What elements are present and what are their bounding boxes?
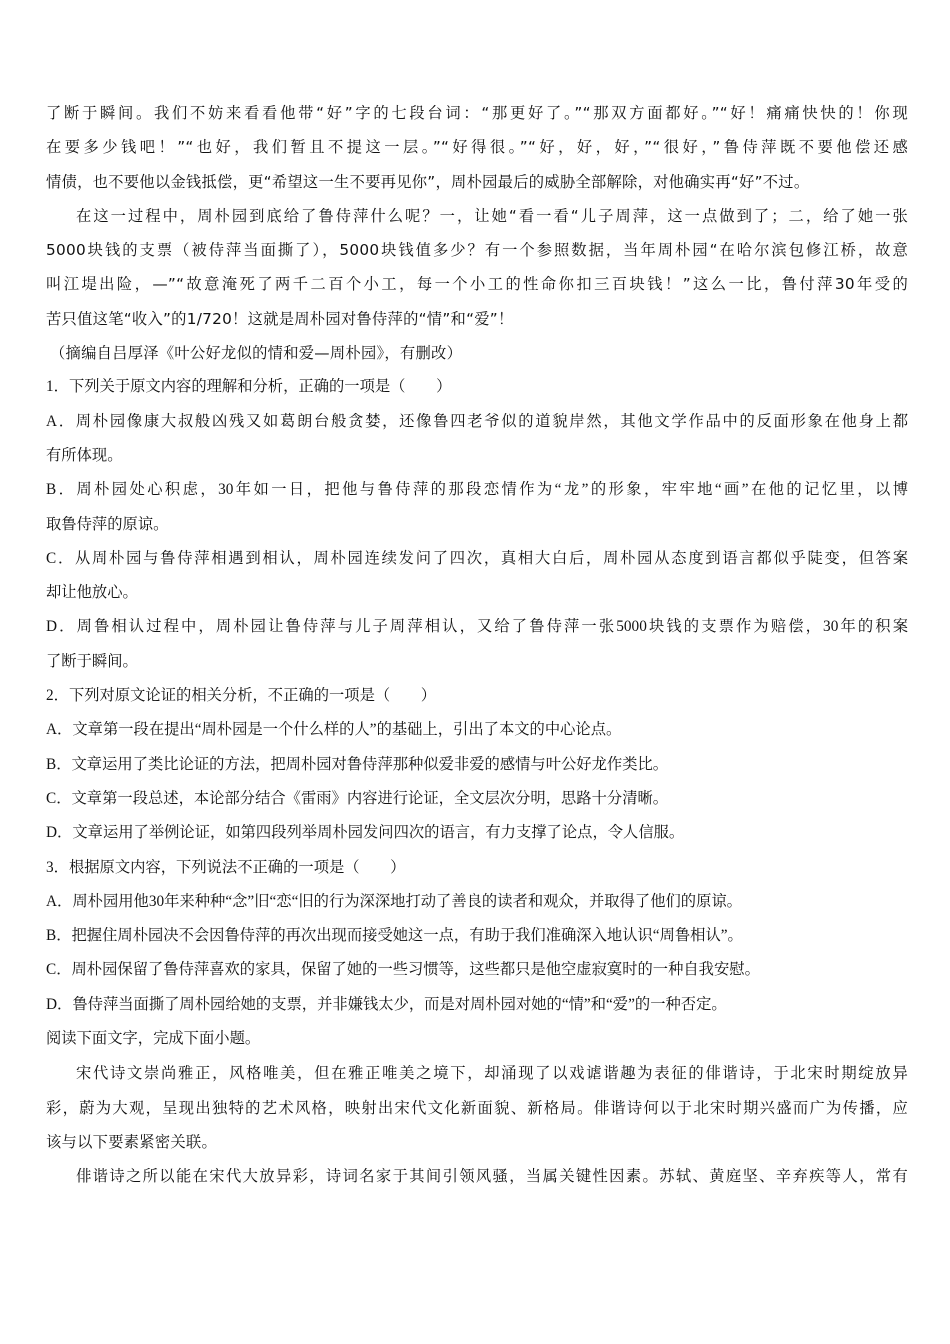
- text-line: 了断于瞬间。我们不妨来看看他带“好”字的七段台词：“那更好了。”“那双方面都好。”“好！痛痛快快的！你现: [46, 104, 908, 122]
- text-line: 5000块钱的支票（被侍萍当面撕了），5000块钱值多少？有一个参照数据，当年周朴园“在哈尔滨包修江桥，故意: [46, 241, 908, 260]
- question-2: [46, 679, 908, 850]
- question-stem: 3．根据原文内容，下列说法不正确的一项是（ ）: [46, 858, 406, 876]
- option-b: B．把握住周朴园决不会因鲁侍萍的再次出现而接受她这一点，有助于我们准确深入地认识“周鲁相认”。: [46, 927, 743, 945]
- text-line: 该与以下要素紧密关联。: [46, 1132, 218, 1151]
- question-1: [46, 370, 908, 679]
- option-c: C．周朴园保留了鲁侍萍喜欢的家具，保留了她的一些习惯等，这些都只是他空虚寂寞时的一种自我安慰。: [46, 961, 760, 979]
- option-a-line-1: A．周朴园像康大叔般凶残又如葛朗台般贪婪，还像鲁四老爷似的道貌岸然，其他文学作品中的反面形象在他身上都: [46, 412, 908, 430]
- question-3: [46, 851, 908, 1022]
- option-d-line-1: D．周鲁相认过程中，周朴园让鲁侍萍与儿子周萍相认，又给了鲁侍萍一张5000块钱的支票作为赔偿，30年的积案: [46, 618, 908, 636]
- option-d: D．文章运用了举例论证，如第四段列举周朴园发问四次的语言，有力支撑了论点，令人信服。: [46, 824, 685, 842]
- text-line: 宋代诗文崇尚雅正，风格唯美，但在雅正唯美之境下，却涌现了以戏谑谐趣为表征的俳谐诗，于北宋时期绽放异: [76, 1064, 908, 1083]
- option-a: A．文章第一段在提出“周朴园是一个什么样的人”的基础上，引出了本文的中心论点。: [46, 721, 622, 739]
- option-b-line-2: 取鲁侍萍的原谅。: [46, 515, 169, 533]
- text-line: 情债，也不要他以金钱抵偿，更“希望这一生不要再见你”，周朴园最后的威胁全部解除，对他确实再“好”不过。: [46, 172, 810, 191]
- option-c-line-1: C．从周朴园与鲁侍萍相遇到相认，周朴园连续发问了四次，真相大白后，周朴园从态度到语言都似乎陡变，但答案: [46, 549, 908, 567]
- text-line: 彩，蔚为大观，呈现出独特的艺术风格，映射出宋代文化新面貌、新格局。俳谐诗何以于北宋时期兴盛而广为传播，应: [46, 1098, 908, 1117]
- passage1-paragraph-1: [46, 96, 908, 199]
- question-stem: 1．下列关于原文内容的理解和分析，正确的一项是（ ）: [46, 378, 452, 396]
- option-b-line-1: B．周朴园处心积虑，30年如一日，把他与鲁侍萍的那段恋情作为“龙”的形象，牢牢地“画”在他的记忆里，以博: [46, 481, 908, 499]
- text-line: 叫江堤出险，—”“故意淹死了两千二百个小工，每一个小工的性命你扣三百块钱！”这么一比，鲁付萍30年受的: [46, 275, 908, 294]
- source-note: （摘编自吕厚泽《叶公好龙似的情和爱—周朴园》，有删改）: [50, 344, 463, 363]
- section-instruction: 阅读下面文字，完成下面小题。: [46, 1030, 261, 1048]
- option-d: D．鲁侍萍当面撕了周朴园给她的支票，并非嫌钱太少，而是对周朴园对她的“情”和“爱”的一种否定。: [46, 995, 727, 1013]
- option-c-line-2: 却让他放心。: [46, 584, 138, 602]
- text-line: 苦只值这笔“收入”的1/720！这就是周朴园对鲁侍萍的“情”和“爱”！: [46, 309, 514, 328]
- text-line: 在要多少钱吧！”“也好，我们暂且不提这一层。”“好得很。”“好，好，好，”“很好，”鲁侍萍既不要他偿还感: [46, 138, 908, 157]
- passage1-paragraph-2: [46, 199, 908, 336]
- option-a-line-2: 有所体现。: [46, 446, 123, 464]
- text-line: 俳谐诗之所以能在宋代大放异彩，诗词名家于其间引领风骚，当属关键性因素。苏轼、黄庭坚、辛弃疾等人，常有: [76, 1167, 908, 1186]
- option-c: C．文章第一段总述，本论部分结合《雷雨》内容进行论证，全文层次分明，思路十分清晰。: [46, 789, 669, 807]
- option-d-line-2: 了断于瞬间。: [46, 652, 138, 670]
- passage2-paragraph-2: [46, 1159, 908, 1193]
- document-page: [46, 96, 908, 1194]
- passage2-paragraph-1: [46, 1056, 908, 1159]
- question-stem: 2．下列对原文论证的相关分析，不正确的一项是（ ）: [46, 687, 437, 705]
- option-a: A．周朴园用他30年来种种“念”旧“恋“旧的行为深深地打动了善良的读者和观众，并取得了他们的原谅。: [46, 892, 742, 910]
- text-line: 在这一过程中，周朴园到底给了鲁侍萍什么呢？一，让她“看一看“儿子周萍，这一点做到了；二，给了她一张: [76, 206, 908, 225]
- option-b: B．文章运用了类比论证的方法，把周朴园对鲁侍萍那种似爱非爱的感情与叶公好龙作类比。: [46, 755, 669, 773]
